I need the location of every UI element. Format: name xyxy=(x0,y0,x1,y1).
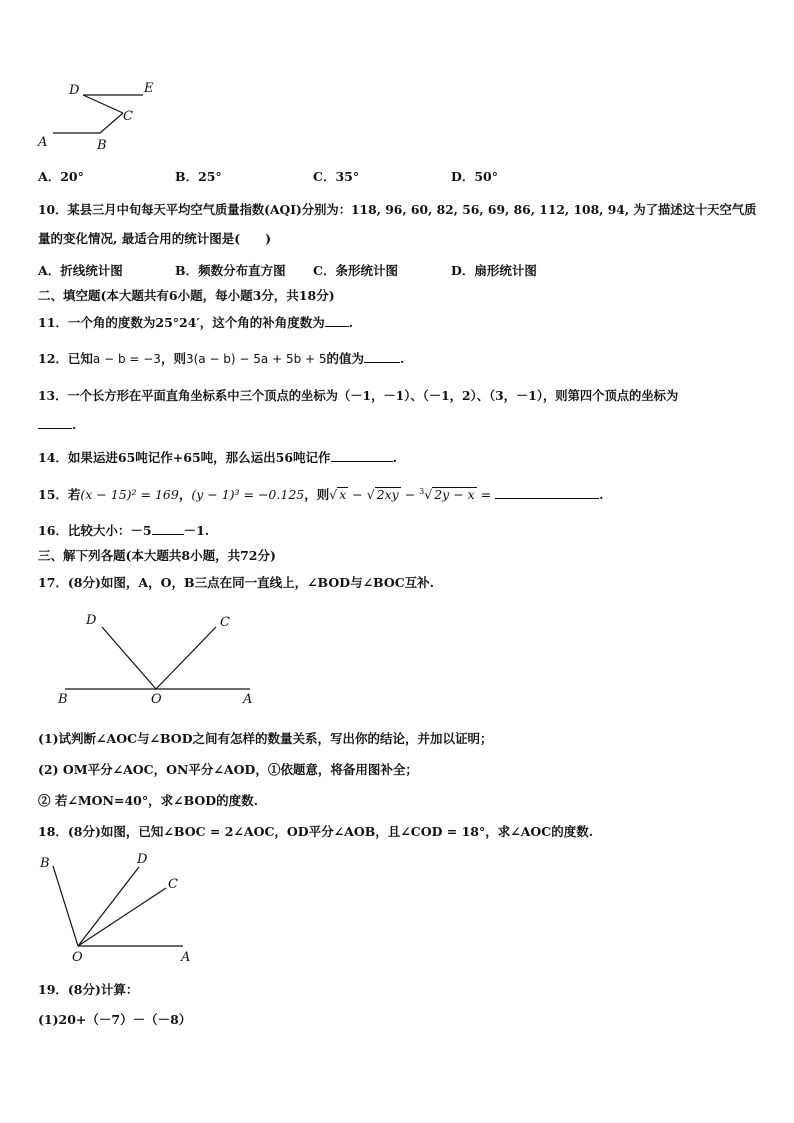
label-C: C xyxy=(168,877,178,892)
q13-line2 xyxy=(38,416,76,432)
q12-post: 的值为 xyxy=(326,351,365,366)
q10-line2: 量的变化情况, 最适合用的统计图是( ) xyxy=(38,231,272,246)
q9-option-b: B．25° xyxy=(175,169,222,184)
q11-end: . xyxy=(348,315,354,330)
label-D: D xyxy=(137,852,148,867)
q15-radicand-2: 2xy xyxy=(376,487,399,502)
q15-end: . xyxy=(599,487,604,502)
q15-minus-2: − xyxy=(400,487,420,502)
label-A: A xyxy=(181,950,191,965)
q15-eq1: (x − 15)² = 169 xyxy=(80,487,179,502)
q16-post: －1. xyxy=(183,523,210,538)
q14-blank xyxy=(331,449,393,462)
q10-option-d: D．扇形统计图 xyxy=(451,263,537,278)
q15-radicand-3: 2y − x xyxy=(434,487,475,502)
q17-part1: (1)试判断∠AOC与∠BOD之间有怎样的数量关系，写出你的结论，并加以证明； xyxy=(38,731,493,746)
q17-figure xyxy=(55,610,265,710)
q11-text: 11．一个角的度数为25°24′，这个角的补角度数为 xyxy=(38,315,325,330)
q15-pre: 15．若 xyxy=(38,487,81,502)
q10-option-b: B．频数分布直方图 xyxy=(175,263,286,278)
label-D: D xyxy=(69,83,80,98)
q14 xyxy=(38,448,397,466)
q9-option-a: A．20° xyxy=(38,169,84,184)
q15-minus-1: − xyxy=(348,487,367,502)
q11 xyxy=(38,313,353,331)
q14-end: . xyxy=(392,450,397,465)
q19-stem: 19．(8分)计算： xyxy=(38,982,139,997)
section3-heading: 三、解下列各题(本大题共8小题，共72分) xyxy=(38,548,276,563)
label-A: A xyxy=(243,692,253,707)
q13-blank xyxy=(38,416,72,429)
q15-blank xyxy=(495,486,599,499)
q10-line1: 10．某县三月中旬每天平均空气质量指数(AQI)分别为：118, 96, 60, 82, 56, 69, 86, 112, 108, 94, 为了描述这十天空气质 xyxy=(38,202,757,217)
q10-option-c: C．条形统计图 xyxy=(313,263,398,278)
q17-part2: (2) OM平分∠AOC，ON平分∠AOD，①依题意，将备用图补全； xyxy=(38,762,418,777)
q12-condition: a − b = −3 xyxy=(92,352,161,366)
q12-end: . xyxy=(400,351,405,366)
q15-sep: ， xyxy=(178,487,192,502)
label-B: B xyxy=(58,692,68,707)
q16-pre: 16．比较大小：－5 xyxy=(38,523,152,538)
q19-part1: (1)20+（－7）－（－8） xyxy=(38,1012,192,1027)
sqrt-sign-1: √ xyxy=(329,487,338,502)
label-B: B xyxy=(97,138,107,153)
label-C: C xyxy=(220,615,230,630)
q9-option-c: C．35° xyxy=(313,169,360,184)
q15-eq2: (y − 1)³ = −0.125 xyxy=(191,487,305,502)
section2-heading: 二、填空题(本大题共有6小题，每小题3分，共18分) xyxy=(38,288,335,303)
label-D: D xyxy=(86,613,97,628)
q13-line1: 13．一个长方形在平面直角坐标系中三个顶点的坐标为（－1，－1）、（－1，2）、（3，－1），则第四个顶点的坐标为 xyxy=(38,388,679,403)
q10-option-a: A．折线统计图 xyxy=(38,263,123,278)
q15-mid: ，则 xyxy=(304,487,330,502)
q17-part3: ② 若∠MON=40°，求∠BOD的度数. xyxy=(38,793,258,808)
q9-option-d: D．50° xyxy=(451,169,498,184)
q18-figure xyxy=(35,850,205,966)
q15-equals: = xyxy=(476,487,496,502)
q12 xyxy=(38,349,404,367)
q15-cube-index: 3 xyxy=(419,486,425,496)
q15 xyxy=(38,485,604,503)
q12-blank xyxy=(364,350,400,363)
q12-mid: ，则 xyxy=(160,351,186,366)
label-E: E xyxy=(144,81,154,96)
sqrt-sign-2: √ xyxy=(366,487,375,502)
label-C: C xyxy=(123,109,133,124)
q11-blank xyxy=(325,314,349,327)
q14-text: 14．如果运进65吨记作+65吨，那么运出56吨记作 xyxy=(38,450,331,465)
q13-end: . xyxy=(72,417,77,432)
q17-stem: 17．(8分)如图，A，O，B三点在同一直线上，∠BOD与∠BOC互补. xyxy=(38,575,435,590)
q12-pre: 12．已知 xyxy=(38,351,93,366)
q16-blank xyxy=(152,522,184,535)
q18-stem: 18．(8分)如图，已知∠BOC = 2∠AOC，OD平分∠AOB，且∠COD = 18°，求∠AOC的度数. xyxy=(38,824,594,839)
label-B: B xyxy=(40,856,50,871)
q12-expression: 3(a − b) − 5a + 5b + 5 xyxy=(185,352,327,366)
q9-figure xyxy=(35,78,165,154)
q16 xyxy=(38,521,209,539)
label-A: A xyxy=(38,135,48,150)
q15-radicand-1: x xyxy=(339,487,347,502)
label-O: O xyxy=(72,950,83,965)
label-O: O xyxy=(151,692,162,707)
sqrt-sign-3: √ xyxy=(424,487,433,502)
